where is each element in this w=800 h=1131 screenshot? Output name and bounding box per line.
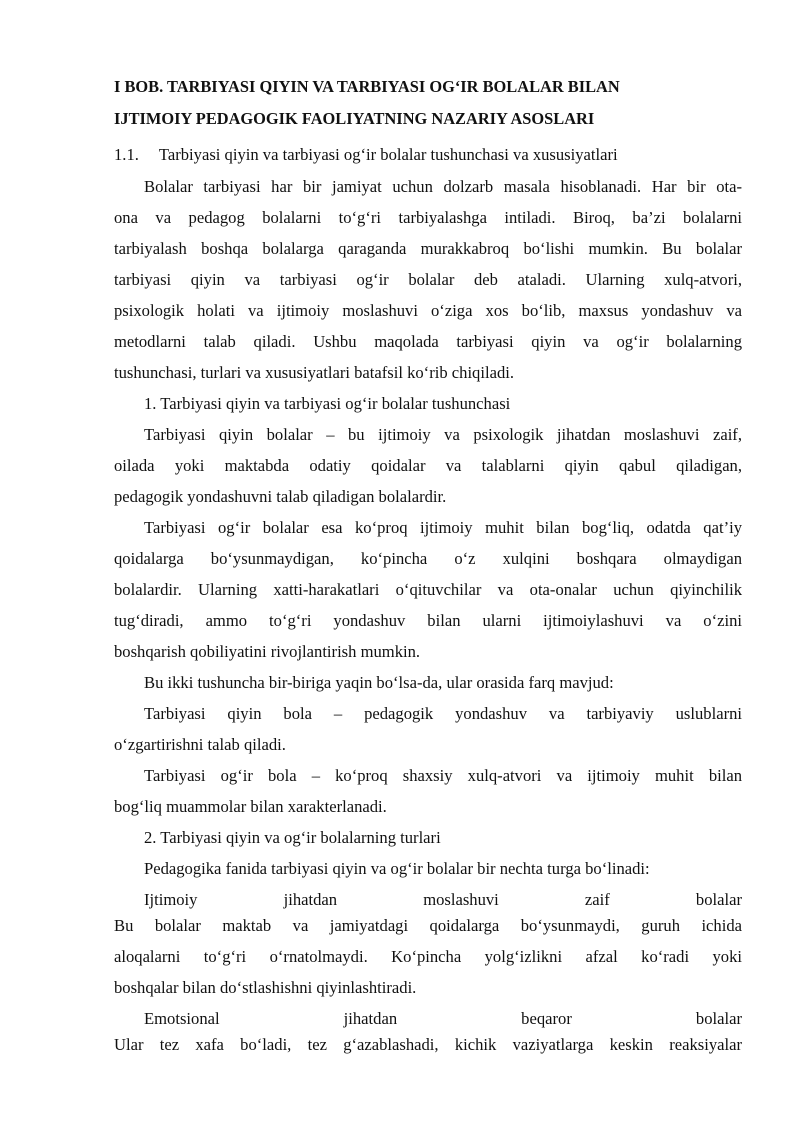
type-1-title: Ijtimoiy jihatdan moslashuvi zaif bolalar — [144, 890, 742, 909]
paragraph-line: boshqalar bilan do‘stlashishni qiyinlashtiradi. — [114, 978, 417, 997]
paragraph-line: tug‘diradi, ammo to‘g‘ri yondashuv bilan ularni ijtimoiylashuvi va o‘zini — [114, 611, 742, 630]
paragraph-line: Tarbiyasi og‘ir bola – ko‘proq shaxsiy xulq-atvori va ijtimoiy muhit bilan — [144, 766, 742, 785]
paragraph-line: Bolalar tarbiyasi har bir jamiyat uchun dolzarb masala hisoblanadi. Har bir ota- — [144, 177, 742, 196]
paragraph-line: Tarbiyasi og‘ir bolalar esa ko‘proq ijtimoiy muhit bilan bog‘liq, odatda qat’iy — [144, 518, 742, 537]
paragraph-line: Bu bolalar maktab va jamiyatdagi qoidalarga bo‘ysunmaydi, guruh ichida — [114, 916, 742, 935]
paragraph-line: Pedagogika fanida tarbiyasi qiyin va og‘ir bolalar bir nechta turga bo‘linadi: — [144, 859, 650, 878]
paragraph-line: bolalardir. Ularning xatti-harakatlari o‘qituvchilar va ota-onalar uchun qiyinchilik — [114, 580, 742, 599]
section-heading — [114, 145, 618, 165]
chapter-heading-line-1: I BOB. TARBIYASI QIYIN VA TARBIYASI OG‘IR BOLALAR BILAN — [114, 77, 620, 96]
type-2-title: Emotsional jihatdan beqaror bolalar — [144, 1009, 742, 1028]
paragraph-line: oilada yoki maktabda odatiy qoidalar va talablarni qiyin qabul qiladigan, — [114, 456, 742, 475]
paragraph-line: bog‘liq muammolar bilan xarakterlanadi. — [114, 797, 387, 816]
paragraph-line: Ular tez xafa bo‘ladi, tez g‘azablashadi, kichik vaziyatlarga keskin reaksiyalar — [114, 1035, 742, 1054]
paragraph-line: Bu ikki tushuncha bir-biriga yaqin bo‘lsa-da, ular orasida farq mavjud: — [144, 673, 614, 692]
paragraph-line: psixologik holati va ijtimoiy moslashuvi o‘ziga xos bo‘lib, maxsus yondashuv va — [114, 301, 742, 320]
paragraph-line: tarbiyasi qiyin va tarbiyasi og‘ir bolalar deb ataladi. Ularning xulq-atvori, — [114, 270, 742, 289]
section-title: Tarbiyasi qiyin va tarbiyasi og‘ir bolalar tushunchasi va xususiyatlari — [158, 145, 618, 164]
paragraph-line: ona va pedagog bolalarni to‘g‘ri tarbiyalashga intiladi. Biroq, ba’zi bolalarni — [114, 208, 742, 227]
paragraph-line: qoidalarga bo‘ysunmaydigan, ko‘pincha o‘z xulqini boshqara olmaydigan — [114, 549, 742, 568]
paragraph-line: Tarbiyasi qiyin bolalar – bu ijtimoiy va psixologik jihatdan moslashuvi zaif, — [144, 425, 742, 444]
subheading-1: 1. Tarbiyasi qiyin va tarbiyasi og‘ir bolalar tushunchasi — [144, 394, 511, 413]
paragraph-line: tarbiyalash boshqa bolalarga qaraganda murakkabroq bo‘lishi mumkin. Bu bolalar — [114, 239, 742, 258]
subheading-2: 2. Tarbiyasi qiyin va og‘ir bolalarning turlari — [144, 828, 441, 847]
paragraph-line: metodlarni talab qiladi. Ushbu maqolada tarbiyasi qiyin va og‘ir bolalarning — [114, 332, 742, 351]
paragraph-line: Tarbiyasi qiyin bola – pedagogik yondashuv va tarbiyaviy uslublarni — [144, 704, 742, 723]
paragraph-line: aloqalarni to‘g‘ri o‘rnatolmaydi. Ko‘pincha yolg‘izlikni afzal ko‘radi yoki — [114, 947, 742, 966]
chapter-heading-line-2: IJTIMOIY PEDAGOGIK FAOLIYATNING NAZARIY ASOSLARI — [114, 109, 595, 128]
paragraph-line: o‘zgartirishni talab qiladi. — [114, 735, 286, 754]
paragraph-line: pedagogik yondashuvni talab qiladigan bolalardir. — [114, 487, 447, 506]
section-number: 1.1. — [114, 145, 139, 164]
paragraph-line: boshqarish qobiliyatini rivojlantirish mumkin. — [114, 642, 421, 661]
paragraph-line: tushunchasi, turlari va xususiyatlari batafsil ko‘rib chiqiladi. — [114, 363, 515, 382]
